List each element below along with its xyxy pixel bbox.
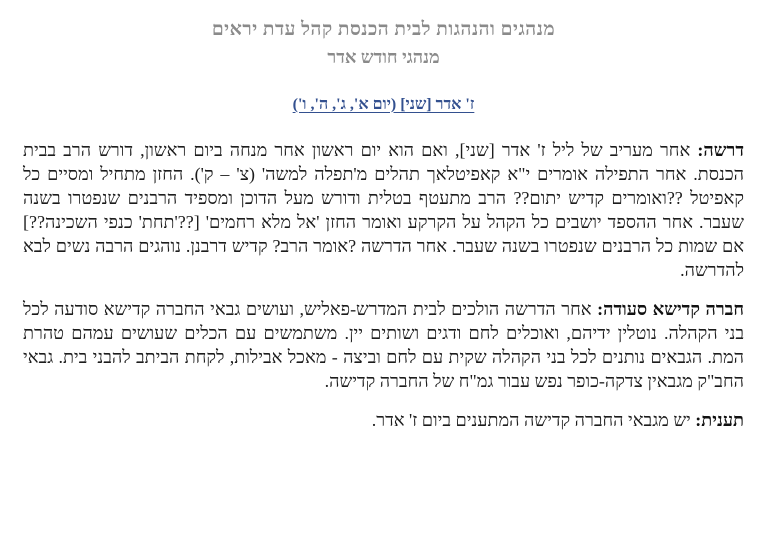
paragraph-taanit	[23, 408, 744, 432]
paragraph-drasha	[23, 138, 744, 282]
paragraph-taanit-lead: תענית:	[695, 409, 744, 430]
section-link-row	[23, 96, 744, 114]
paragraph-chevra-kadisha-text: אחר הדרשה הולכים לבית המדרש-פאליש, ועושים גבאי החברה קדישא סודעה לכל בני הקהלה. נוטלין ידיהם, ואוכלים לחם ודגים ושותים יין. משתמשים עם הכלים שעושים עמהם טהרת המת. הגבאים נותנים לכל בני הקהלה שקית עם לחם וביצה - מאכל אבילות, לקחת הביתב להבני בית. גבאי החב"ק מגבאין צדקה-כופר נפש עבור גמ"ח של החברה קדישה.	[23, 298, 744, 391]
section-date-link[interactable]: ז' אדר [שני] (יום א', ג', ה', ו')	[292, 95, 475, 113]
paragraph-chevra-kadisha-seuda	[23, 297, 744, 393]
title-line-1: מנהגים והנהגות לבית הכנסת קהל עדת יראים	[211, 19, 556, 40]
paragraph-taanit-text: יש מגבאי החברה קדישה המתענים ביום ז' אדר.	[371, 409, 696, 430]
paragraph-chevra-kadisha-lead: חברה קדישא סעודה:	[597, 298, 744, 319]
document-title	[23, 16, 744, 70]
title-line-2: מנהגי חודש אדר	[327, 46, 440, 67]
paragraph-drasha-lead: דרשה:	[697, 139, 744, 160]
paragraph-drasha-text: אחר מעריב של ליל ז' אדר [שני], ואם הוא יום ראשון אחר מנחה ביום ראשון, דורש הרב בבית הכנסת. אחר התפילה אומרים י"א קאפיטלאך תהלים מ'תפלה למשה' (צ' – ק'). החזן מתחיל ומסיים כל קאפיטל ??ואומרים קדיש יתום?? הרב מתעטף בטלית ודורש מעל הדוכן ומספיד הרבנים שנפטרו בשנה שעבר. אחר ההספד יושבים כל הקהל על הקרקע ואומר החזן 'אל מלא רחמים' [??'תחת' כנפי השכינה??] אם שמות כל הרבנים שנפטרו בשנה שעבר. אחר הדרשה ?אומר הרב? קדיש דרבנן. נוהגים הרבה נשים לבא להדרשה.	[23, 139, 744, 280]
